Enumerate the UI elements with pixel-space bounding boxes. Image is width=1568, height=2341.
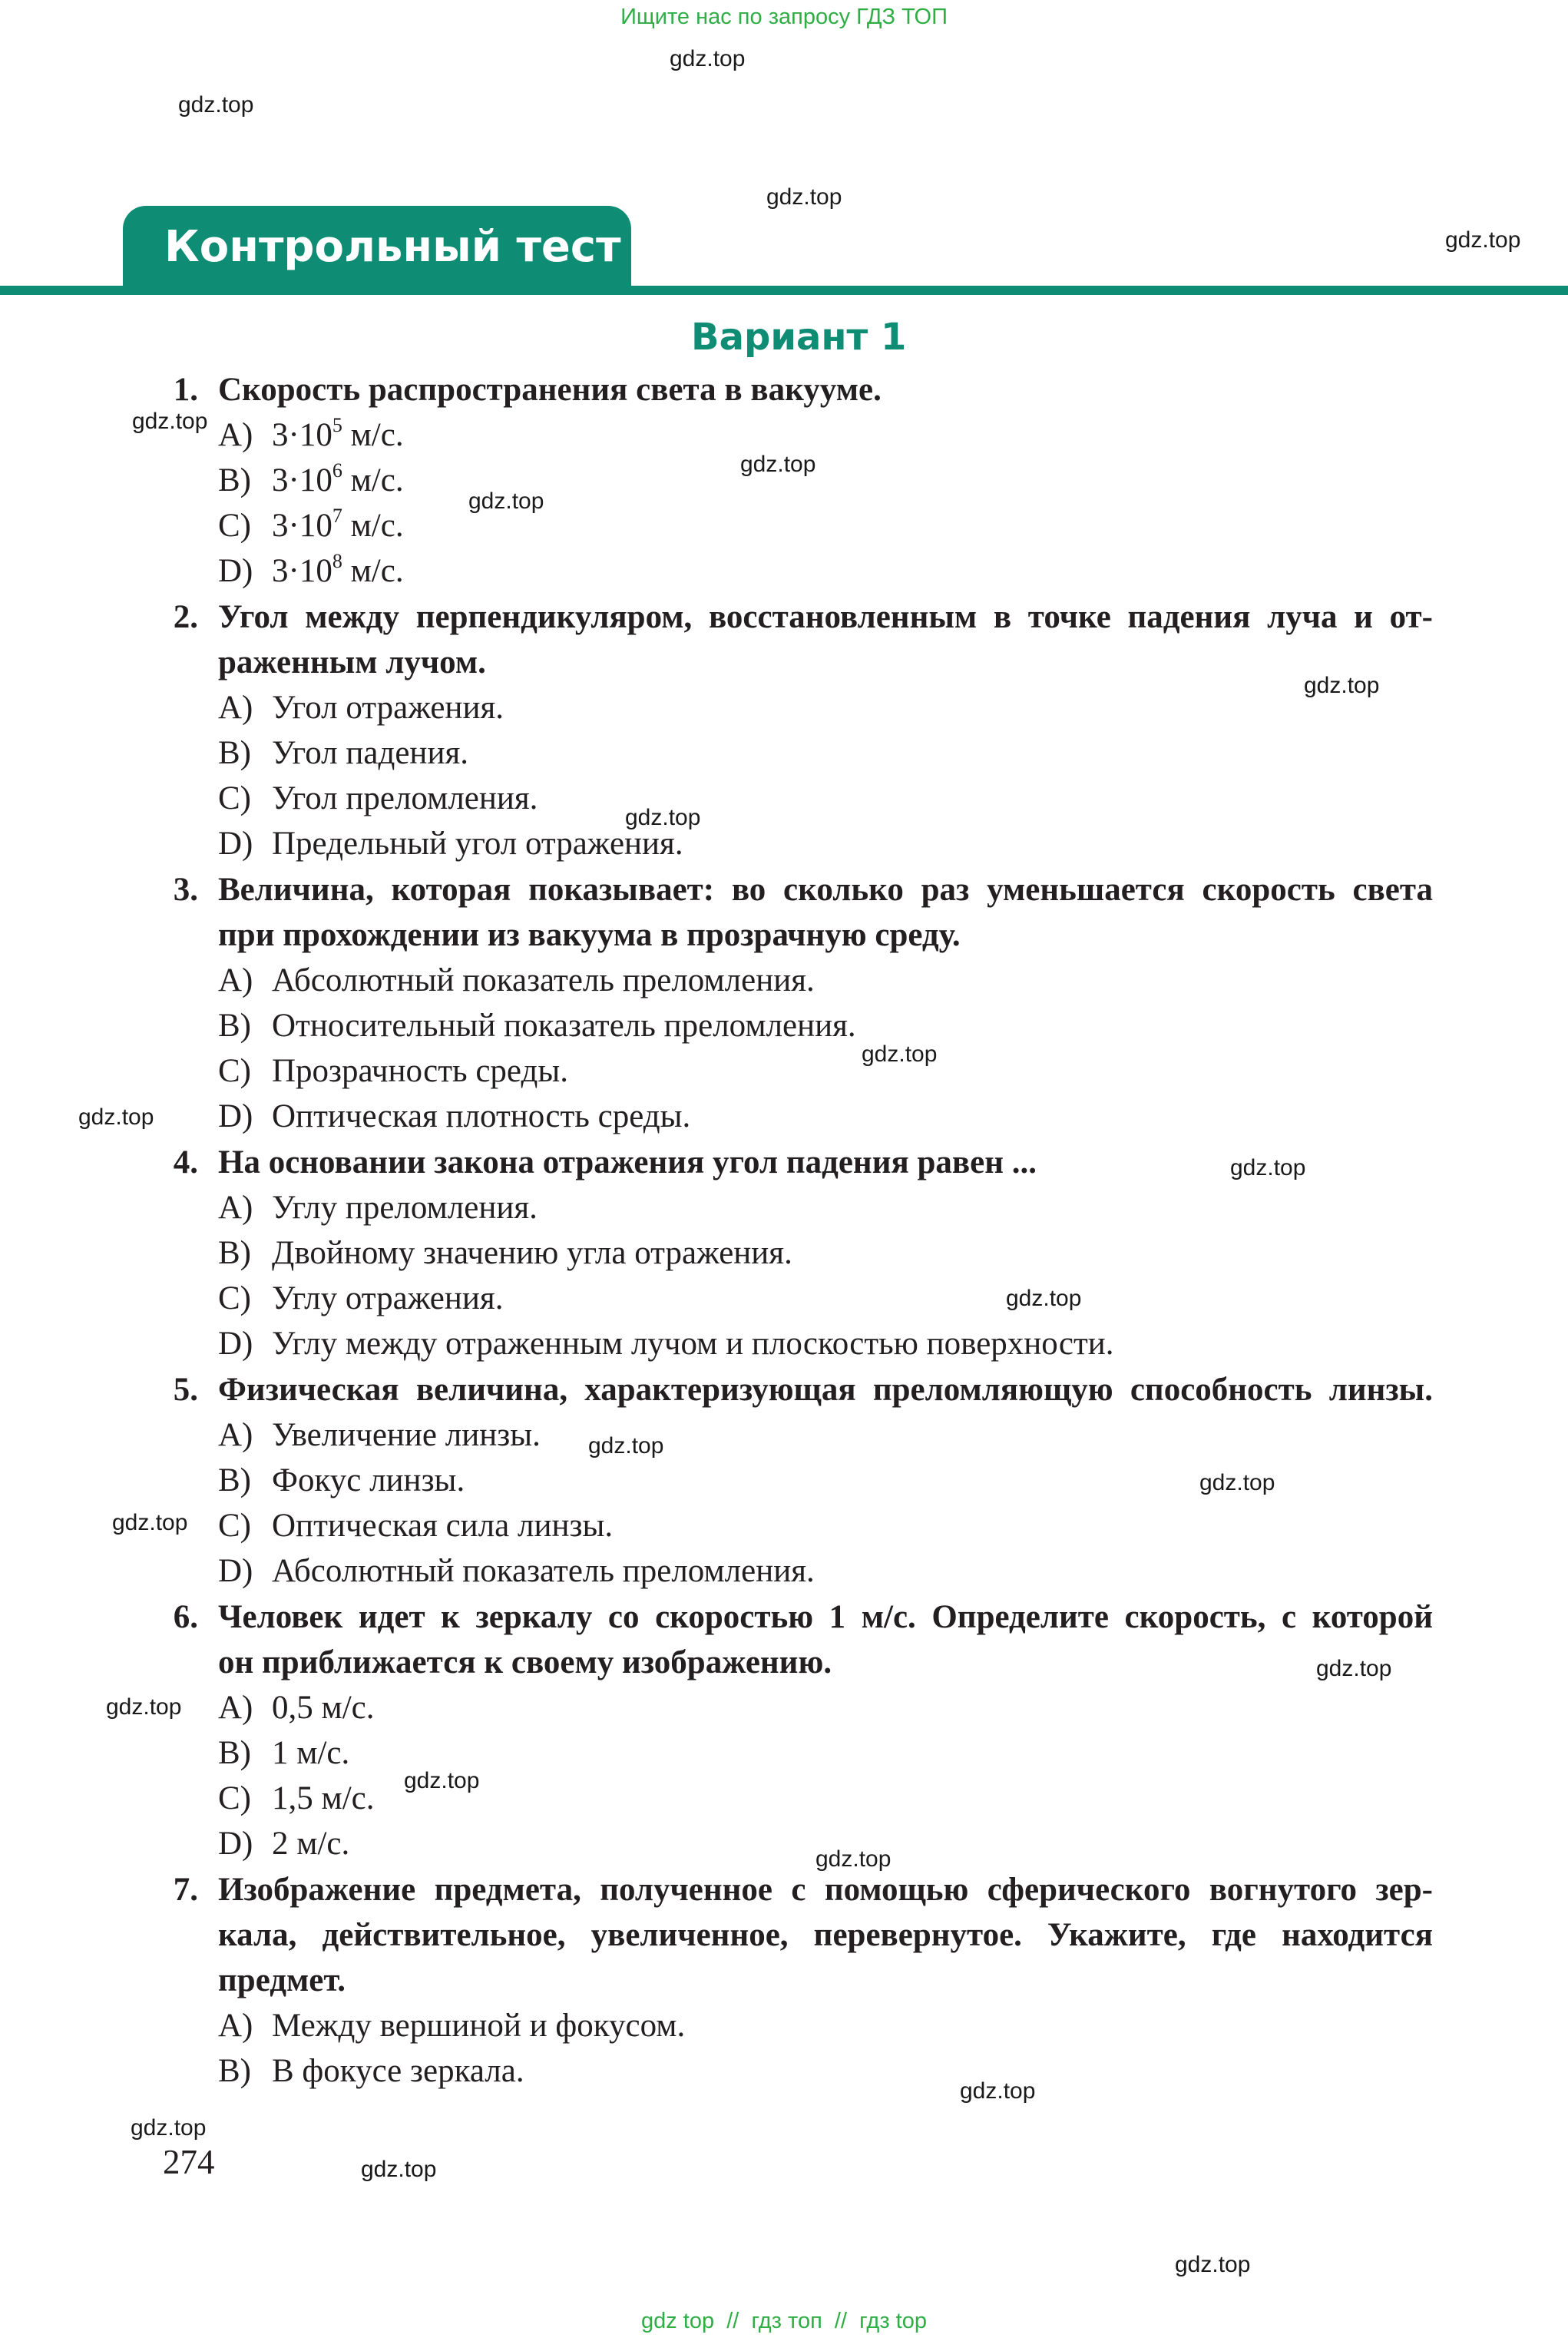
question-text: он приближается к своему изображению. [218,1644,832,1680]
watermark: gdz.top [1316,1656,1392,1681]
option-text: $3\cdot 10^7$ м/с. [272,505,404,544]
option-text: Двойному значению угла отражения. [272,1235,792,1271]
watermark: gdz.top [468,488,544,514]
watermark: gdz.top [1175,2252,1251,2277]
option-letter: D) [218,1098,253,1134]
page-title: Контрольный тест [164,222,621,272]
question-text: Человек идет к зеркалу со скоростью 1 м/с. Определите скорость, с которой [218,1599,1433,1635]
question-text: кала, действительное, увеличенное, перевернутое. Укажите, где находится [218,1917,1433,1953]
option-text: Угол преломления. [272,780,538,816]
option-text: Увеличение линзы. [272,1417,541,1453]
option-letter: C) [218,1508,251,1544]
option-text: $3\cdot 10^5$ м/с. [272,414,404,453]
option-letter: C) [218,1053,251,1089]
watermark: gdz.top [1006,1286,1082,1311]
watermark: gdz.top [815,1846,892,1872]
question-text: Величина, которая показывает: во сколько раз уменьшается скорость света [218,872,1433,908]
question-text: раженным лучом. [218,644,486,680]
watermark: gdz.top [78,1104,154,1130]
watermark: gdz.top [1304,673,1380,698]
question-number: 3. [173,872,198,908]
option-text: $3\cdot 10^8$ м/с. [272,550,404,589]
watermark: gdz.top [132,409,208,434]
watermark: gdz.top [1230,1155,1306,1180]
variant-title: Вариант 1 [691,316,907,359]
option-letter: D) [218,1553,253,1589]
option-text: Прозрачность среды. [272,1053,568,1089]
option-letter: D) [218,1326,253,1362]
option-text: 2 м/с. [272,1826,350,1862]
page-number: 274 [163,2143,215,2181]
question-text: Скорость распространения света в вакууме. [218,372,882,408]
option-text: Оптическая сила линзы. [272,1508,614,1544]
question-text: Физическая величина, характеризующая преломляющую способность линзы. [218,1372,1433,1408]
option-text: $3\cdot 10^6$ м/с. [272,459,404,498]
option-text: Относительный показатель преломления. [272,1008,856,1044]
option-letter: B) [218,462,251,498]
option-letter: A) [218,962,253,998]
question-number: 2. [173,599,198,635]
option-letter: B) [218,735,251,771]
option-letter: A) [218,690,253,726]
option-letter: C) [218,1280,251,1316]
option-letter: A) [218,417,253,453]
option-letter: C) [218,1780,251,1816]
option-letter: C) [218,780,251,816]
question-number: 5. [173,1372,198,1408]
option-letter: C) [218,508,251,544]
option-letter: D) [218,553,253,589]
watermark: gdz.top [766,184,842,210]
option-text: Предельный угол отражения. [272,826,683,862]
option-text: Углу между отраженным лучом и плоскостью поверхности. [272,1326,1114,1362]
option-text: Угол отражения. [272,690,504,726]
option-text: Угол падения. [272,735,468,771]
watermark: gdz.top [670,46,746,71]
option-text: Углу отражения. [272,1280,504,1316]
option-letter: D) [218,826,253,862]
option-text: Абсолютный показатель преломления. [272,962,815,998]
option-letter: D) [218,1826,253,1862]
top-banner: Ищите нас по запросу ГДЗ ТОП [620,5,948,29]
watermark: gdz.top [625,805,701,830]
watermark: gdz.top [106,1694,182,1720]
question-text: предмет. [218,1962,346,1998]
question-number: 1. [173,372,198,408]
option-text: Углу преломления. [272,1190,538,1226]
option-letter: B) [218,1462,251,1498]
option-text: 0,5 м/с. [272,1690,375,1726]
watermark: gdz.top [1199,1470,1275,1495]
option-letter: A) [218,1690,253,1726]
watermark: gdz.top [112,1510,188,1535]
option-text: Оптическая плотность среды. [272,1098,691,1134]
question-number: 6. [173,1599,198,1635]
option-text: Абсолютный показатель преломления. [272,1553,815,1589]
watermark: gdz.top [862,1041,938,1067]
question-text: при прохождении из вакуума в прозрачную среду. [218,917,961,953]
footer-links: gdz top // гдз топ // гдз top [640,2309,927,2333]
option-letter: B) [218,1235,251,1271]
watermark: gdz.top [361,2157,437,2182]
watermark: gdz.top [588,1433,664,1459]
question-text: Изображение предмета, полученное с помощью сферического вогнутого зер- [218,1872,1433,1908]
option-text: 1 м/с. [272,1735,350,1771]
question-text: На основании закона отражения угол падения равен ... [218,1144,1037,1180]
question-text: Угол между перпендикуляром, восстановленным в точке падения луча и от- [218,599,1433,635]
option-text: Между вершиной и фокусом. [272,2008,686,2044]
watermark: gdz.top [404,1768,480,1793]
option-letter: A) [218,2008,253,2044]
option-letter: B) [218,1735,251,1771]
watermark: gdz.top [1445,227,1521,253]
option-letter: A) [218,1190,253,1226]
watermark: gdz.top [740,452,816,477]
watermark: gdz.top [178,92,254,118]
watermark: gdz.top [960,2078,1036,2104]
option-text: В фокусе зеркала. [272,2053,524,2089]
option-letter: A) [218,1417,253,1453]
question-number: 4. [173,1144,198,1180]
option-text: 1,5 м/с. [272,1780,375,1816]
option-letter: B) [218,2053,251,2089]
option-letter: B) [218,1008,251,1044]
watermark: gdz.top [131,2115,207,2141]
option-text: Фокус линзы. [272,1462,465,1498]
question-number: 7. [173,1872,198,1908]
